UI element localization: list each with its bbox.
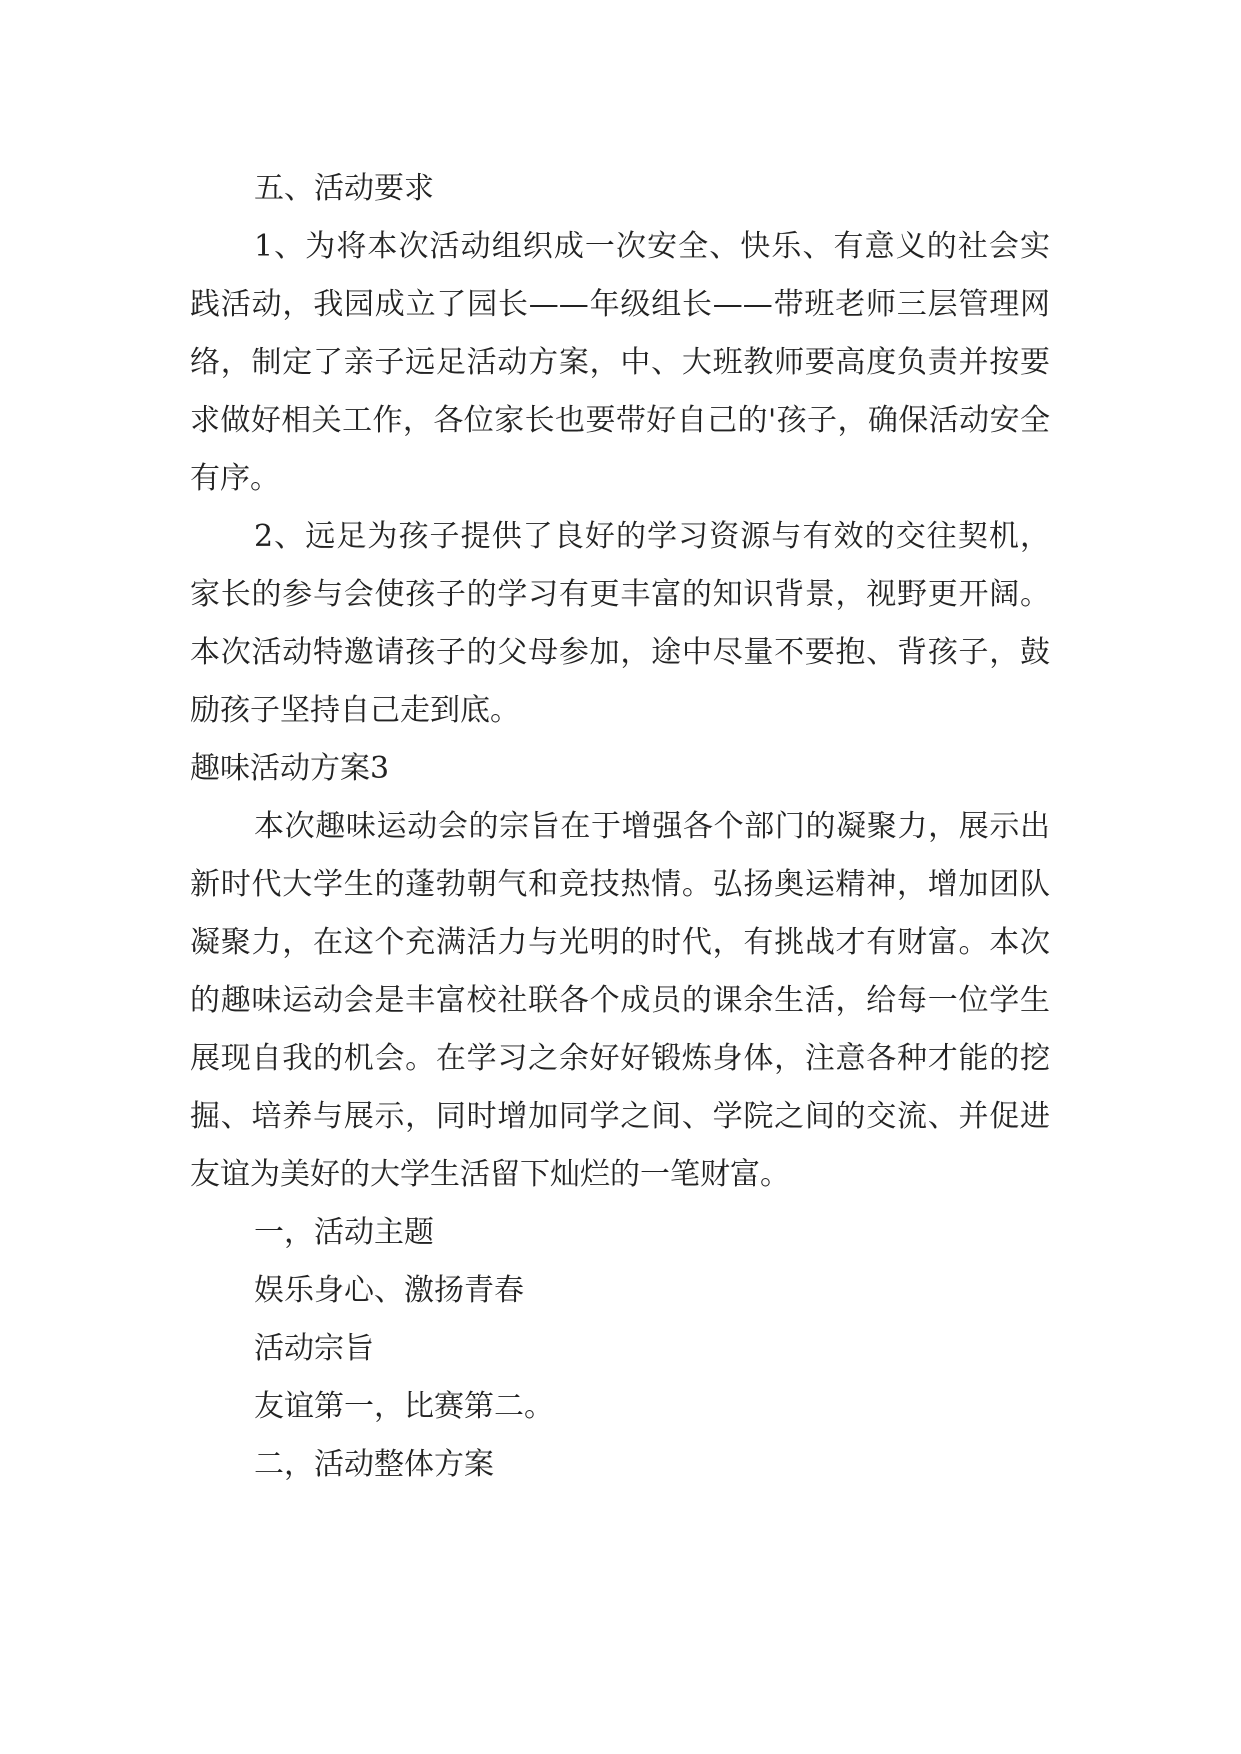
section-heading-purpose: 活动宗旨	[254, 1331, 374, 1366]
paragraph-intro: 本次趣味运动会的宗旨在于增强各个部门的凝聚力，展示出新时代大学生的蓬勃朝气和竞技热情。弘扬奥运精神，增加团队凝聚力，在这个充满活力与光明的时代，有挑战才有财富。本次的趣味运动会是丰富校社联各个成员的课余生活，给每一位学生展现自我的机会。在学习之余好好锻炼身体，注意各种才能的挖掘、培养与展示，同时增加同学之间、学院之间的交流、并促进友谊为美好的大学生活留下灿烂的一笔财富。	[190, 809, 1050, 1192]
document-page	[190, 160, 1050, 1494]
section-heading-theme: 一，活动主题	[254, 1215, 434, 1250]
paragraph-purpose: 友谊第一，比赛第二。	[254, 1389, 554, 1424]
paragraph-requirement-2: 2、远足为孩子提供了良好的学习资源与有效的交往契机，家长的参与会使孩子的学习有更丰富的知识背景，视野更开阔。本次活动特邀请孩子的父母参加，途中尽量不要抱、背孩子，鼓励孩子坚持自己走到底。	[190, 519, 1050, 728]
section-heading-overall-plan: 二，活动整体方案	[254, 1447, 494, 1482]
document-section-title: 趣味活动方案3	[190, 751, 390, 786]
paragraph-requirement-1: 1、为将本次活动组织成一次安全、快乐、有意义的社会实践活动，我园成立了园长——年级组长——带班老师三层管理网络，制定了亲子远足活动方案，中、大班教师要高度负责并按要求做好相关工作，各位家长也要带好自己的'孩子，确保活动安全有序。	[190, 229, 1050, 496]
paragraph-theme: 娱乐身心、激扬青春	[254, 1273, 524, 1308]
section-heading-activity-requirements: 五、活动要求	[254, 171, 434, 206]
